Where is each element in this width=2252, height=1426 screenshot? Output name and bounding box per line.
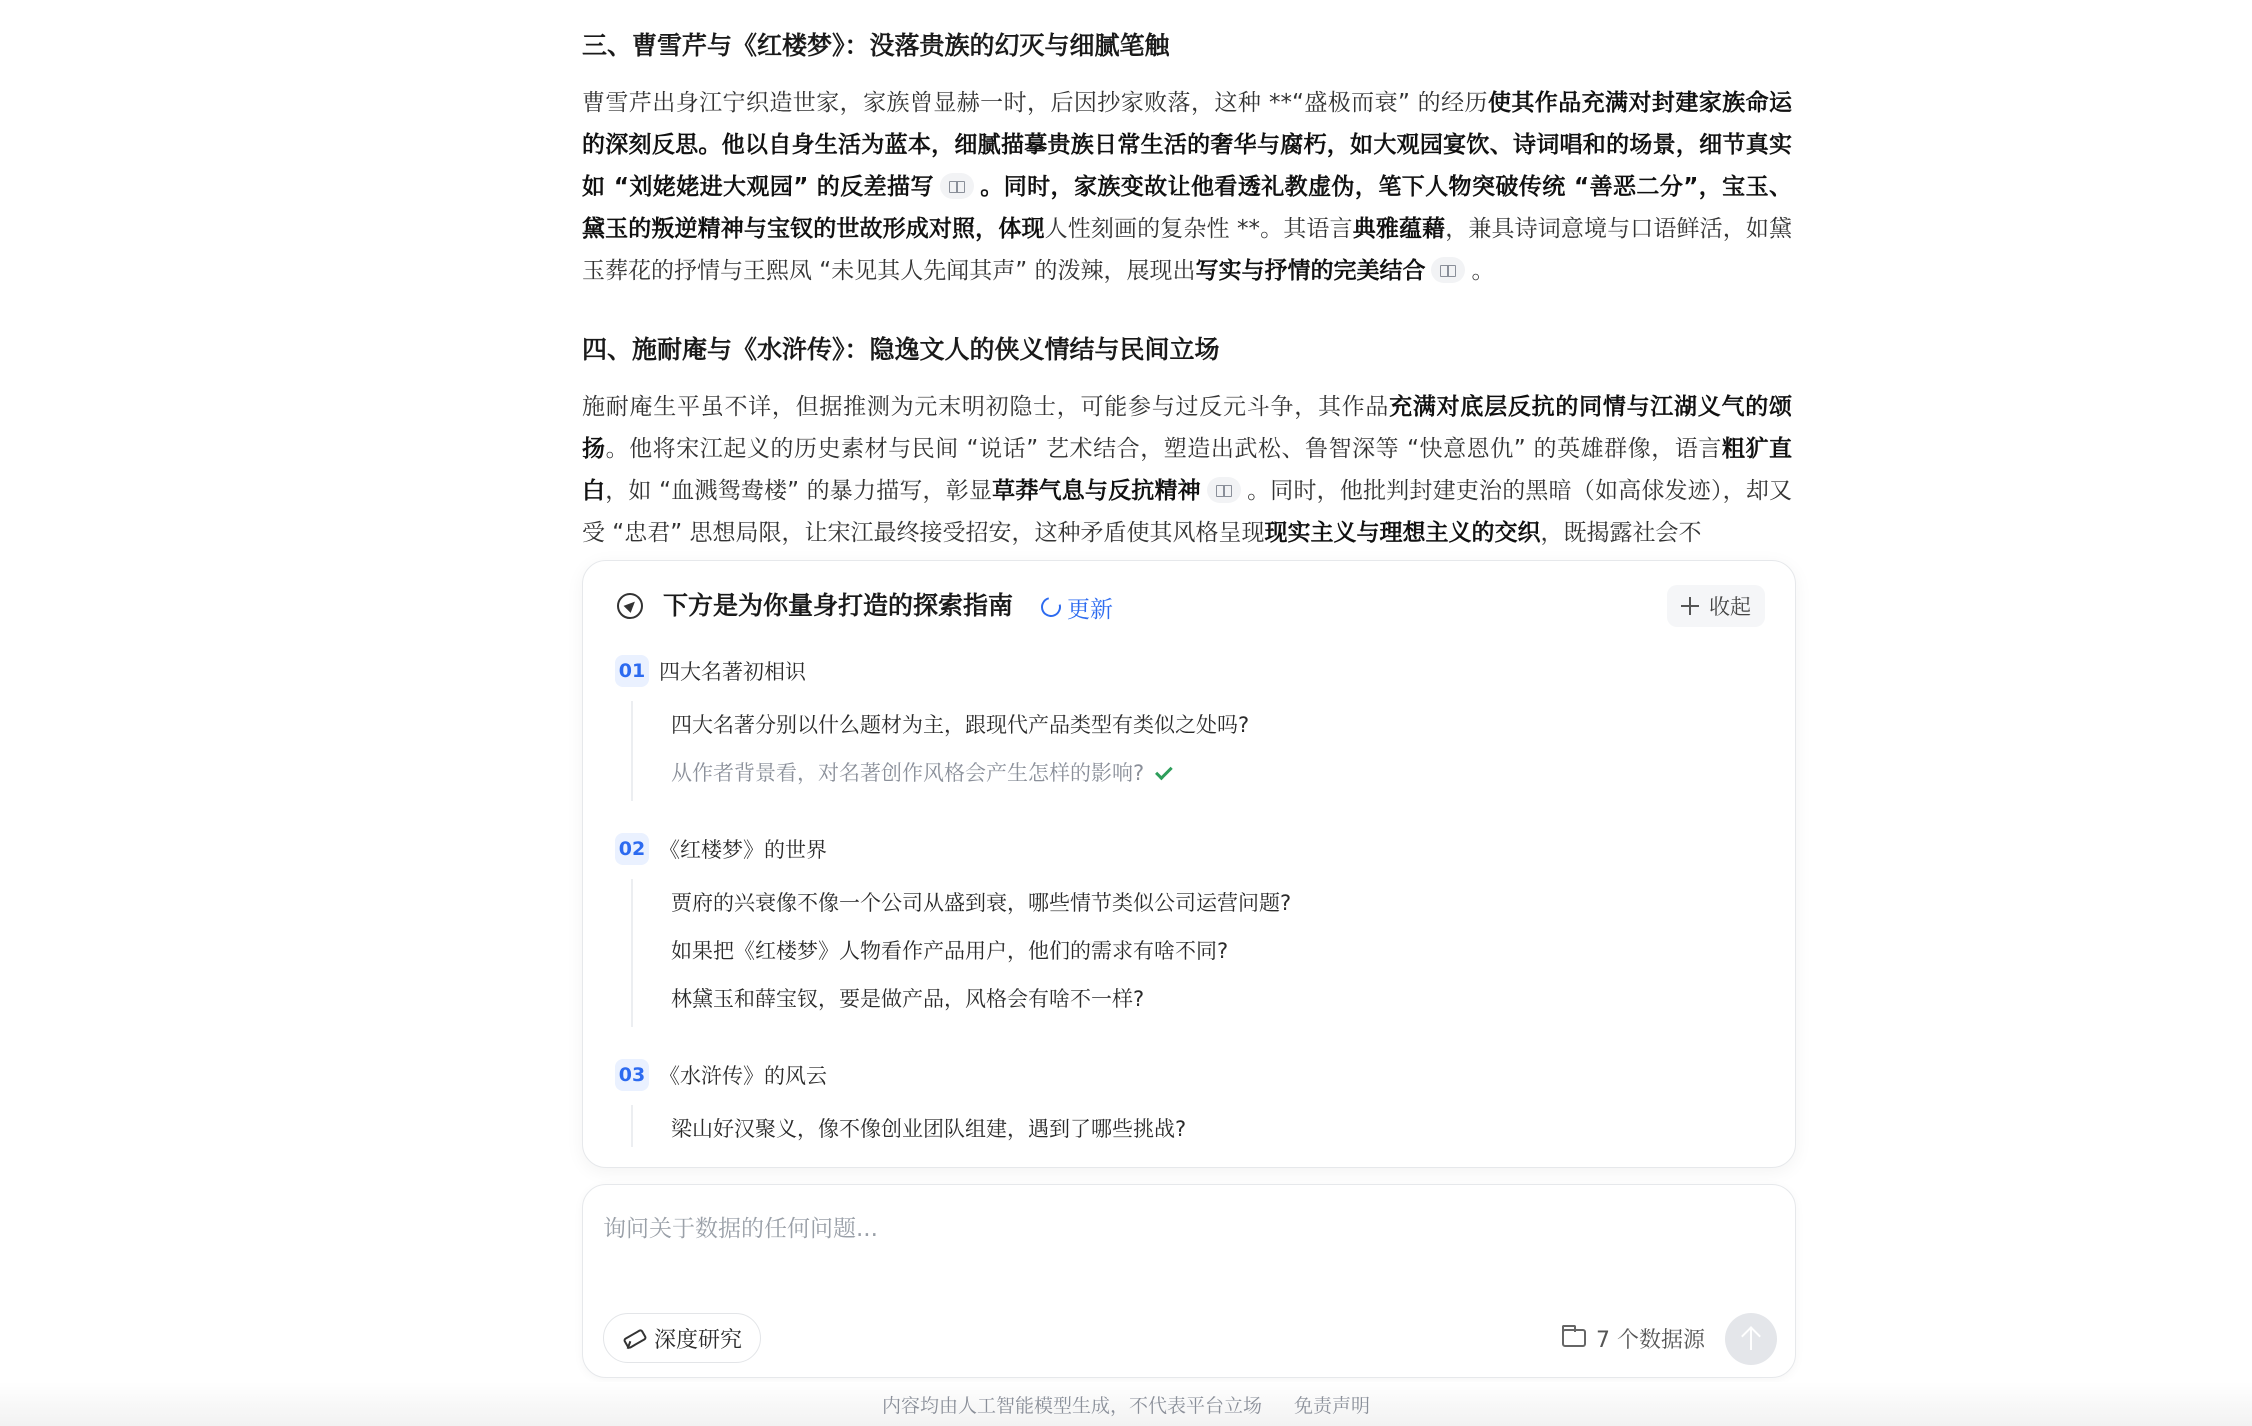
- suggested-question[interactable]: [671, 1105, 1795, 1147]
- guide-section-header: [615, 829, 1795, 869]
- guide-section-header: [615, 651, 1795, 691]
- compass-icon: [617, 593, 643, 619]
- suggested-question[interactable]: [671, 879, 1795, 927]
- question-list: [631, 1105, 1795, 1147]
- paragraph-text: 。他将宋江起义的历史素材与民间 “说话” 艺术结合，塑造出武松、鲁智深等 “快意恩仇” 的英雄群像，语言: [605, 436, 1722, 462]
- question-text: 四大名著分别以什么题材为主，跟现代产品类型有类似之处吗?: [671, 713, 1250, 737]
- folder-icon: [1562, 1329, 1586, 1347]
- question-text: 从作者背景看，对名著创作风格会产生怎样的影响?: [671, 761, 1145, 785]
- paragraph-bold-text: 。同时，家族变故让他看透礼教虚伪，笔下人物突破传统 “善恶二分”，宝玉、黛玉的叛逆精神与宝钗的世故形成对照，体现: [582, 174, 1792, 242]
- collapse-icon: [1681, 597, 1699, 615]
- paragraph-text: 。同时，他批判封建吏治的黑暗（如高俅发迹），却又受 “忠君” 思想局限，让宋江最终接受招安，这种矛盾使其风格呈现: [582, 478, 1792, 546]
- guide-header: [583, 561, 1795, 651]
- paragraph-text: 人性刻画的复杂性 **。其语言: [1044, 216, 1353, 242]
- data-sources-label: 7 个数据源: [1596, 1327, 1705, 1353]
- paragraph-bold-text: 充满对底层反抗的同情与江湖义气的颂扬: [582, 394, 1792, 462]
- reference-icon[interactable]: [1207, 477, 1241, 503]
- paragraph-text: 。: [1471, 258, 1495, 284]
- section-paragraph-cao-xueqin: [582, 82, 1792, 292]
- suggested-question[interactable]: [671, 927, 1795, 975]
- suggested-question[interactable]: [671, 975, 1795, 1023]
- section-heading-shi-naian: 四、施耐庵与《水浒传》：隐逸文人的侠义情结与民间立场: [582, 335, 1220, 364]
- section-title: 《红楼梦》的世界: [659, 838, 827, 862]
- refresh-button[interactable]: [1041, 589, 1113, 625]
- guide-section-header: [615, 1055, 1795, 1095]
- question-list: [631, 701, 1795, 801]
- footer: [0, 1382, 2252, 1426]
- exploration-guide-card: [582, 560, 1796, 1168]
- paragraph-text: ，兼具诗词意境与口语鲜活，如黛玉葬花的抒情与王熙凤 “未见其人先闻其声” 的泼辣，展现出: [582, 216, 1792, 284]
- guide-body: [583, 651, 1795, 1147]
- suggested-question[interactable]: [671, 701, 1795, 749]
- guide-section: [615, 651, 1795, 801]
- paragraph-bold-text: 使其作品充满对封建家族命运的深刻反思。他以自身生活为蓝本，细腻描摹贵族日常生活的奢华与腐朽，如大观园宴饮、诗词唱和的场景，细节真实如 “刘姥姥进大观园” 的反差描写: [582, 90, 1792, 200]
- section-paragraph-shi-naian: [582, 386, 1792, 554]
- refresh-label: 更新: [1067, 596, 1113, 623]
- data-sources-button[interactable]: [1562, 1317, 1705, 1359]
- refresh-icon: [1037, 593, 1064, 620]
- section-number-badge: 03: [615, 1059, 649, 1091]
- paragraph-text: 曹雪芹出身江宁织造世家，家族曾显赫一时，后因抄家败落，这种 **“盛极而衰” 的经历: [582, 90, 1488, 116]
- disclaimer-link[interactable]: 免责声明: [1294, 1394, 1371, 1417]
- telescope-icon: [622, 1327, 644, 1349]
- paragraph-bold-text: 现实主义与理想主义的交织: [1264, 520, 1541, 546]
- question-text: 如果把《红楼梦》人物看作产品用户，他们的需求有啥不同?: [671, 939, 1229, 963]
- section-number-badge: 02: [615, 833, 649, 865]
- paragraph-bold-text: 写实与抒情的完美结合: [1195, 258, 1426, 284]
- question-text: 梁山好汉聚义，像不像创业团队组建，遇到了哪些挑战?: [671, 1117, 1187, 1141]
- ai-generated-notice: 内容均由人工智能模型生成，不代表平台立场: [881, 1394, 1262, 1417]
- deep-research-button[interactable]: [603, 1313, 761, 1363]
- send-button[interactable]: [1725, 1313, 1777, 1365]
- guide-section: [615, 829, 1795, 1027]
- question-list: [631, 879, 1795, 1027]
- guide-section: [615, 1055, 1795, 1147]
- chat-input[interactable]: [603, 1209, 1773, 1249]
- paragraph-bold-text: 草莽气息与反抗精神: [992, 478, 1201, 504]
- article: [582, 0, 1792, 560]
- paragraph-text: ，如 “血溅鸳鸯楼” 的暴力描写，彰显: [605, 478, 993, 504]
- section-number-badge: 01: [615, 655, 649, 687]
- deep-research-label: 深度研究: [654, 1327, 743, 1353]
- paragraph-text: ，既揭露社会不: [1540, 520, 1702, 546]
- guide-title: 下方是为你量身打造的探索指南: [663, 591, 1014, 620]
- collapse-button[interactable]: [1667, 585, 1765, 627]
- suggested-question-asked[interactable]: [671, 749, 1795, 797]
- paragraph-text: 施耐庵生平虽不详，但据推测为元末明初隐士，可能参与过反元斗争，其作品: [582, 394, 1390, 420]
- collapse-label: 收起: [1709, 595, 1751, 619]
- question-text: 林黛玉和薛宝钗，要是做产品，风格会有啥不一样?: [671, 987, 1145, 1011]
- reference-icon[interactable]: [1431, 257, 1465, 283]
- paragraph-bold-text: 粗犷直白: [582, 436, 1792, 504]
- reference-icon[interactable]: [940, 173, 974, 199]
- section-title: 四大名著初相识: [659, 660, 806, 684]
- section-title: 《水浒传》的风云: [659, 1064, 827, 1088]
- section-heading-cao-xueqin: 三、曹雪芹与《红楼梦》：没落贵族的幻灭与细腻笔触: [582, 31, 1170, 60]
- paragraph-bold-text: 典雅蕴藉: [1352, 216, 1446, 242]
- chat-composer: [582, 1184, 1796, 1378]
- check-icon: [1155, 762, 1173, 780]
- question-text: 贾府的兴衰像不像一个公司从盛到衰，哪些情节类似公司运营问题?: [671, 891, 1292, 915]
